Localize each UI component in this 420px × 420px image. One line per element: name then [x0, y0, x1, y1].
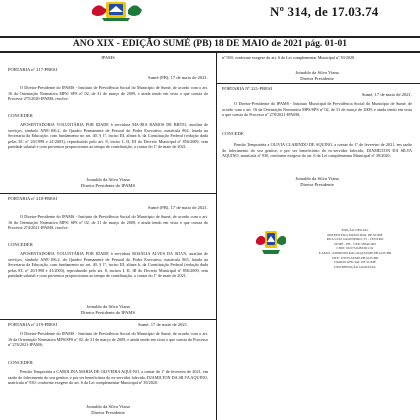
column-divider	[216, 53, 217, 420]
portaria-217-sign-name: Joinaldo da Silva Viana	[86, 177, 130, 182]
footer-info-line: RUA LUIZ GRANJEIRO, 55 - CENTRO	[326, 237, 384, 242]
portaria-221-body: O Diretor-Presidente do IPAMS - Instituto Municipal de Previdência Social do Município de Sumé, de acordo com o art. 16 da Orientação Normativa MPS/SPS nº 02, de 31 de março de 2009, e ainda tendo em vista o que consta do Processo nº 278/2021-IPAMS,	[222, 101, 412, 118]
portaria-219-grant: Pensão Temporária a CAROLINA MARIA DE OLIVEIRA AQUI-NO, a contar do 1º de fevereiro de 2021, em razão do falecimento do seu genitor, e por ser beneficiária do ex-servidor falecido, DJAMILTON DA SILVA AQUINO, matrícula nº 930, conforme exegese do art. 6 da Lei complementar Municipal nº 39/2020.	[8, 369, 208, 386]
portaria-221-date: Sumé, 17 de maio de 2021.	[361, 92, 412, 97]
portaria-218-concede: CONCEDER	[8, 242, 33, 247]
footer-info-line: E-MAIL: ADMINISTRACAO@SUME.PB.GOV.BR	[318, 250, 392, 255]
portaria-221-sign-role: Diretor Presidente	[300, 182, 334, 187]
portaria-221-grant: Pensão Temporária a OLIVIA CLARINDO DE AQUINO, a contar do 1º de fevereiro de 2021, em razão do falecimento do seu genitor, e por ser beneficiário do ex-servidor falecido, DJAMILTON DA SILVA AQUINO, matrícula nº 930, conforme exegese do art. 6 da Lei complementar Municipal nº 39/2020.	[222, 142, 412, 159]
footer-info-line: EDIÇÃO OFICIAL	[341, 228, 369, 232]
portaria-219-body: O Diretor-Presidente do IPAMS - Instituto de Previdência Social do Município de Sumé, de acordo com o art. 16 da Orientação Normativa MPS/SPS nº 02, de 31 de março de 2009, e ainda tendo em vista o que consta do Processo nº 276/2021-IPAMS,	[8, 331, 208, 348]
right-continuation-text: nº 930, conforme exegese do art. 6 da Lei complementar Municipal nº 39/2020.	[222, 55, 356, 60]
portaria-219-sign-role: Diretor Presidente	[91, 410, 125, 415]
portaria-221-title: PORTARIA Nº 221-PRESI	[222, 86, 273, 91]
portaria-217-sign-role: Diretor Presidente do IPAMS	[80, 183, 136, 188]
section-rule	[0, 193, 216, 194]
section-rule	[216, 83, 420, 84]
portaria-218-sign-name: Joinaldo da Silva Viana	[86, 304, 130, 309]
municipal-seal-icon	[84, 0, 148, 22]
portaria-217-body: O Diretor-Presidente do IPAMS - Instituto de Previdência Social do Município de Sumé, de acordo com o art. 16 da Orientação Normativa MPS/ SPS nº 02, de 31 de março de 2009, e ainda tendo em vista o que consta do Processe 275/2020-IPAMS, resolve:	[8, 85, 208, 102]
right-top-sign-role: Diretor Presidente	[300, 76, 334, 81]
edition-line: ANO XIX - EDIÇÃO SUMÉ (PB) 18 DE MAIO de 2021 pág. 01-01	[72, 38, 348, 49]
footer-info-block	[300, 228, 410, 269]
portaria-217-title: PORTARIA nº 217-PRESI	[8, 67, 58, 72]
footer-info-line: DIARIO OFICIAL DE SUMÉ	[334, 260, 376, 265]
right-top-sign-name: Joinaldo da Silva Viana	[295, 70, 339, 75]
portaria-218-body: O Diretor-Presidente do IPAMS - Instituto de Previdência Social do Município de Sumé, de acordo com o art. 16 da Orientação Normativa MPS/ SPS nº 02, de 31 de março de 2009, e ainda tendo em vista o que consta do Processe 274/2021-IPAMS, resolve:	[8, 214, 208, 231]
portaria-217-concede: CONCEDER	[8, 113, 33, 118]
header-rule-bottom	[0, 51, 420, 53]
issue-number: Nº 314, de 17.03.74	[270, 4, 379, 19]
footer-info-line: DISTRIBUIÇÃO GRATUITA	[334, 264, 376, 269]
portaria-218-date: Sumé (PB), 17 de maio de 2021.	[148, 205, 208, 210]
portaria-217-date: Sumé (PB), 17 de maio de 2021.	[148, 75, 208, 80]
footer-info-line: PREFEITURA MUNICIPAL DE SUMÉ	[327, 232, 383, 237]
portaria-221-concede: CONCEDE	[222, 131, 244, 136]
portaria-217-grant: APOSENTADORIA VOLUNTÁRIA POR IDADE à servidora MA-RIA RAMOS DE BRITO, auxiliar de serviços, símbolo ANE-106.2, do Quadro Permanente de Pessoal do Poder Executivo, matrícula 862, lotada na Secretaria da Educação, com fundamento no art. 40, § 1º, inciso III, alínea b, da Constituição Federal (redação dada pelas EC nº 20/1998 e 41/2003), reproduzido pelo art. 8, inciso I, II, III do Decreto Municipal nº 856/2009, sem paridade salarial e com proventos proporcionais ao tempo de contribuição, a contar do 1º de maio de 2021.	[8, 122, 208, 150]
portaria-218-title: PORTARIA nº 218-PRESI	[8, 196, 58, 201]
footer-info-line: CNPJ: 09.073.628/0001-91	[336, 246, 374, 251]
portaria-219-title: PORTARIA nº 219-PRESI	[8, 322, 58, 327]
footer-logo	[254, 228, 288, 258]
portaria-219-concede: CONCEDER	[8, 360, 33, 365]
footer-info-line: SUMÉ - PB - CEP: 58540-000	[334, 241, 376, 246]
portaria-221-sign-name: Joinaldo da Silva Viana	[295, 176, 339, 181]
portaria-218-grant: APOSENTADORIA VOLUNTÁRIA POR IDADE à servidora ROSÁLIA ALVES DA SILVA, auxiliar de serviços, símbolo ANE-106.2, do Quadro Permanente de Pessoal do Poder Executivo, matrícula 863, lotada na Secretaria da Educação, com fundamento no art. 40, § 1º, inciso III, alínea b, da Constituição Federal (redação dada pelas EC nº 20/1998 e 41/2003), reproduzido pelo art. 8, incisos I, II, III do Decreto Municipal nº 856/2009, sem paridade salarial e com proventos proporcionais ao tempo de contribuição, a contar do 1º de maio de 2021.	[8, 251, 208, 279]
section-rule	[0, 319, 216, 320]
portaria-218-sign-role: Diretor Presidente do IPAMS	[80, 310, 136, 315]
footer-info-line: SITE: WWW.SUME.PB.GOV.BR	[331, 255, 379, 260]
ipams-heading: IPAMS	[101, 55, 115, 60]
portaria-219-sign-name: Joinaldo da Silva Viana	[86, 404, 130, 409]
municipal-seal-icon	[254, 228, 288, 258]
header-logo	[84, 0, 148, 22]
portaria-219-date: Sumé, 17 de maio de 2021.	[138, 322, 189, 327]
